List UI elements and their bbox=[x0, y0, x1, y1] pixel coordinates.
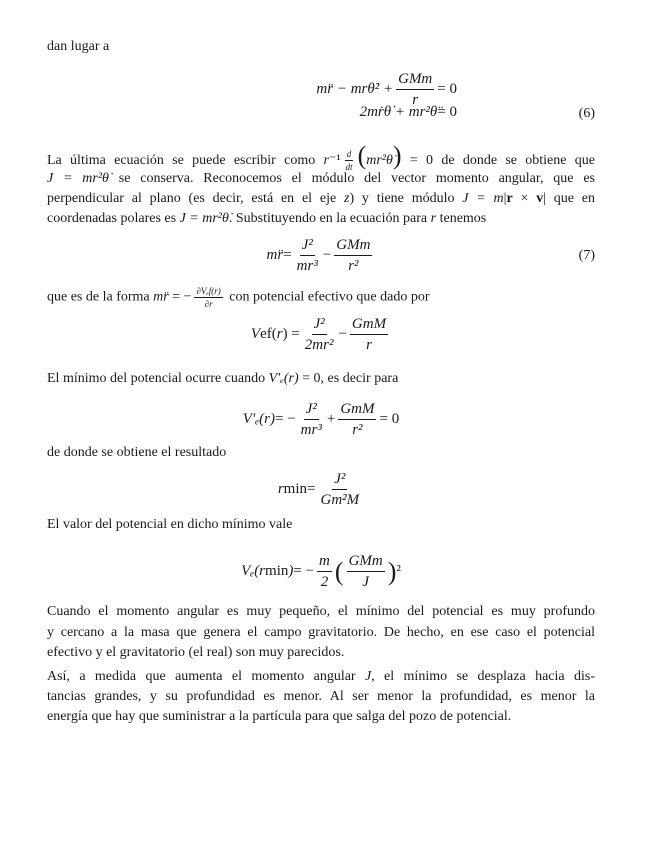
fraction bbox=[295, 236, 320, 275]
fraction-denominator: mr³ bbox=[300, 422, 322, 438]
equation-number-6: (6) bbox=[578, 106, 595, 121]
math-paren: ) bbox=[387, 556, 397, 586]
text-run: = 0 bbox=[437, 104, 457, 120]
fraction bbox=[299, 400, 324, 439]
math-vector: v bbox=[536, 191, 544, 206]
fraction-numerator: d bbox=[346, 149, 352, 160]
fraction-numerator: GMm bbox=[347, 552, 385, 572]
fraction-wrap bbox=[315, 470, 364, 509]
paragraph-line bbox=[47, 209, 595, 229]
fraction-numerator: GMm bbox=[334, 236, 372, 256]
text-run: min bbox=[283, 481, 308, 497]
text-run: coordenadas polares es bbox=[47, 211, 180, 226]
fraction-numerator: GMm bbox=[396, 70, 434, 90]
paragraph-line bbox=[47, 667, 595, 687]
paragraph-line bbox=[47, 169, 595, 189]
fraction-wrap bbox=[331, 236, 375, 275]
text-run: Cuando el momento angular es muy pequeño, el mínimo del potencial es muy profundo bbox=[47, 604, 595, 619]
math-symbol: J = mr²θ̇ bbox=[47, 171, 109, 186]
fraction bbox=[338, 400, 376, 439]
text-run: , el mínimo se desplaza hacia dis- bbox=[371, 669, 595, 684]
text-run: tenemos bbox=[436, 211, 487, 226]
math-symbol: V bbox=[250, 326, 261, 342]
text-run: efectivo y el gravitatorio (el real) son muy parecidos. bbox=[47, 645, 345, 660]
text-run: tancias grandes, y su profundidad es menor. Al ser menor la profundidad, es menor la bbox=[47, 689, 595, 704]
math-symbol: Vₑ(r bbox=[241, 563, 266, 579]
text-run: + bbox=[326, 411, 336, 427]
fraction-wrap bbox=[191, 286, 225, 309]
paragraph-line bbox=[47, 623, 595, 643]
fraction-numerator: m bbox=[317, 552, 332, 572]
text-run: ) y tiene módulo bbox=[349, 191, 463, 206]
text-run: = 0 de donde se obtiene que bbox=[401, 153, 595, 168]
text-run: se conserva. Reconocemos el módulo del vector momento angular, que es bbox=[108, 171, 596, 186]
text-run: = 0 bbox=[437, 81, 457, 97]
text-run: El mínimo del potencial ocurre cuando bbox=[47, 371, 269, 386]
math-symbol: mr̈ − mrθ̇² + bbox=[316, 81, 394, 97]
text-run: . Substituyendo en la ecuación para bbox=[228, 211, 431, 226]
text-run: energía que hay que suministrar a la partícula para que salga del pozo de potencial. bbox=[47, 709, 512, 724]
paragraph-line bbox=[47, 707, 595, 727]
math-symbol: 2mṙθ̇ + mr²θ̈ bbox=[359, 104, 438, 120]
fraction-numerator: J² bbox=[300, 236, 315, 256]
paragraph-line bbox=[47, 286, 595, 309]
text-run: | bbox=[503, 191, 507, 206]
math-symbol: r bbox=[430, 211, 437, 226]
text-run: = 0, es decir para bbox=[298, 371, 399, 386]
fraction-numerator: ∂Vₑf(r) bbox=[196, 286, 221, 296]
fraction-numerator: GmM bbox=[338, 400, 376, 420]
paragraph-line bbox=[47, 369, 595, 389]
fraction-denominator: ∂r bbox=[204, 299, 213, 309]
math-symbol: mr̈ bbox=[153, 289, 169, 305]
fraction-wrap bbox=[296, 400, 327, 439]
text-run: El valor del potencial en dicho mínimo vale bbox=[47, 517, 293, 532]
paragraph-line bbox=[47, 143, 595, 172]
paragraph-line bbox=[47, 602, 595, 622]
fraction-numerator: GmM bbox=[350, 315, 388, 335]
text-run: con potencial efectivo que dado por bbox=[225, 289, 430, 305]
text-run: ⁻¹ bbox=[328, 153, 341, 168]
fraction-wrap bbox=[300, 315, 339, 354]
fraction-denominator: 2mr² bbox=[304, 337, 334, 353]
math-symbol: r bbox=[323, 153, 329, 168]
text-run: = − bbox=[293, 563, 315, 579]
text-run: y cercano a la masa que genera el campo gravitatorio. De hecho, en ese caso el potencial bbox=[47, 625, 595, 640]
paragraph-line bbox=[47, 687, 595, 707]
text-run: ) = bbox=[282, 326, 300, 342]
fraction-wrap bbox=[347, 315, 391, 354]
fraction-wrap bbox=[344, 552, 388, 591]
text-run: que es de la forma bbox=[47, 289, 154, 305]
math-vector: r bbox=[506, 191, 513, 206]
fraction bbox=[318, 470, 361, 509]
text-run: = 0 bbox=[379, 411, 400, 427]
equation-rmin bbox=[47, 470, 595, 509]
fraction bbox=[347, 552, 385, 591]
math-symbol: V′ₑ(r) bbox=[242, 411, 275, 427]
fraction-denominator: dt bbox=[345, 162, 353, 173]
fraction-denominator: r² bbox=[352, 422, 363, 438]
text-run: = bbox=[283, 247, 292, 263]
text-run: = bbox=[307, 481, 316, 497]
text-run: − bbox=[338, 326, 347, 342]
fraction-numerator: J² bbox=[304, 400, 319, 420]
equation-6b bbox=[157, 104, 457, 121]
math-symbol: r bbox=[276, 326, 283, 342]
fraction bbox=[350, 315, 388, 354]
fraction bbox=[194, 286, 222, 309]
text-run: de donde se obtiene el resultado bbox=[47, 445, 227, 460]
math-symbol: J = mr²θ̇ bbox=[179, 211, 229, 226]
paragraph-line bbox=[47, 443, 595, 463]
text-run: Así, a medida que aumenta el momento angular bbox=[47, 669, 365, 684]
text-run: ef bbox=[260, 326, 272, 342]
text-run: = − bbox=[275, 411, 296, 427]
math-symbol: r bbox=[277, 481, 284, 497]
fraction-denominator: r² bbox=[348, 258, 359, 274]
text-run: dan lugar a bbox=[47, 39, 110, 54]
equation-7 bbox=[47, 236, 595, 275]
fraction-denominator: r bbox=[366, 337, 372, 353]
math-symbol: ) bbox=[288, 563, 294, 579]
math-paren: ( bbox=[334, 556, 344, 586]
text-run: perpendicular al plano (es decir, está en el eje bbox=[47, 191, 344, 206]
fraction-denominator: Gm²M bbox=[320, 492, 360, 508]
fraction bbox=[317, 552, 332, 591]
math-symbol: mr̈ bbox=[266, 247, 284, 263]
equation-vprime bbox=[47, 400, 595, 439]
fraction-numerator: J² bbox=[332, 470, 347, 490]
equation-vef bbox=[47, 315, 595, 354]
equation-vmin bbox=[47, 552, 595, 591]
fraction bbox=[334, 236, 372, 275]
math-paren: ( bbox=[357, 141, 367, 170]
intro-text bbox=[47, 37, 595, 57]
math-symbol: J bbox=[364, 669, 372, 684]
math-symbol: z bbox=[343, 191, 350, 206]
math-symbol: V′ₑ(r) bbox=[268, 371, 299, 386]
text-run: ( bbox=[271, 326, 277, 342]
paragraph-line bbox=[47, 189, 595, 209]
text-run: | que en bbox=[543, 191, 596, 206]
text-run: − bbox=[322, 247, 332, 263]
math-paren: ) bbox=[392, 141, 402, 170]
text-run: ² bbox=[396, 563, 401, 579]
text-run: = − bbox=[168, 289, 192, 305]
math-symbol: J = m bbox=[462, 191, 504, 206]
fraction-wrap bbox=[314, 552, 335, 591]
fraction-wrap bbox=[292, 236, 323, 275]
fraction-numerator: J² bbox=[312, 315, 327, 335]
math-symbol: mr²θ̇ bbox=[366, 153, 393, 168]
fraction bbox=[303, 315, 336, 354]
fraction-denominator: r bbox=[412, 92, 419, 108]
fraction-wrap bbox=[341, 149, 358, 173]
paragraph-line bbox=[47, 515, 595, 535]
text-run: min bbox=[265, 563, 289, 579]
paragraph-line bbox=[47, 643, 595, 663]
fraction-denominator: mr³ bbox=[296, 258, 318, 274]
text-run: La última ecuación se puede escribir como bbox=[47, 153, 324, 168]
fraction-denominator: 2 bbox=[320, 574, 329, 590]
fraction-wrap bbox=[335, 400, 379, 439]
equation-number-7: (7) bbox=[578, 248, 595, 263]
fraction-denominator: J bbox=[362, 574, 369, 590]
text-run: × bbox=[512, 191, 537, 206]
